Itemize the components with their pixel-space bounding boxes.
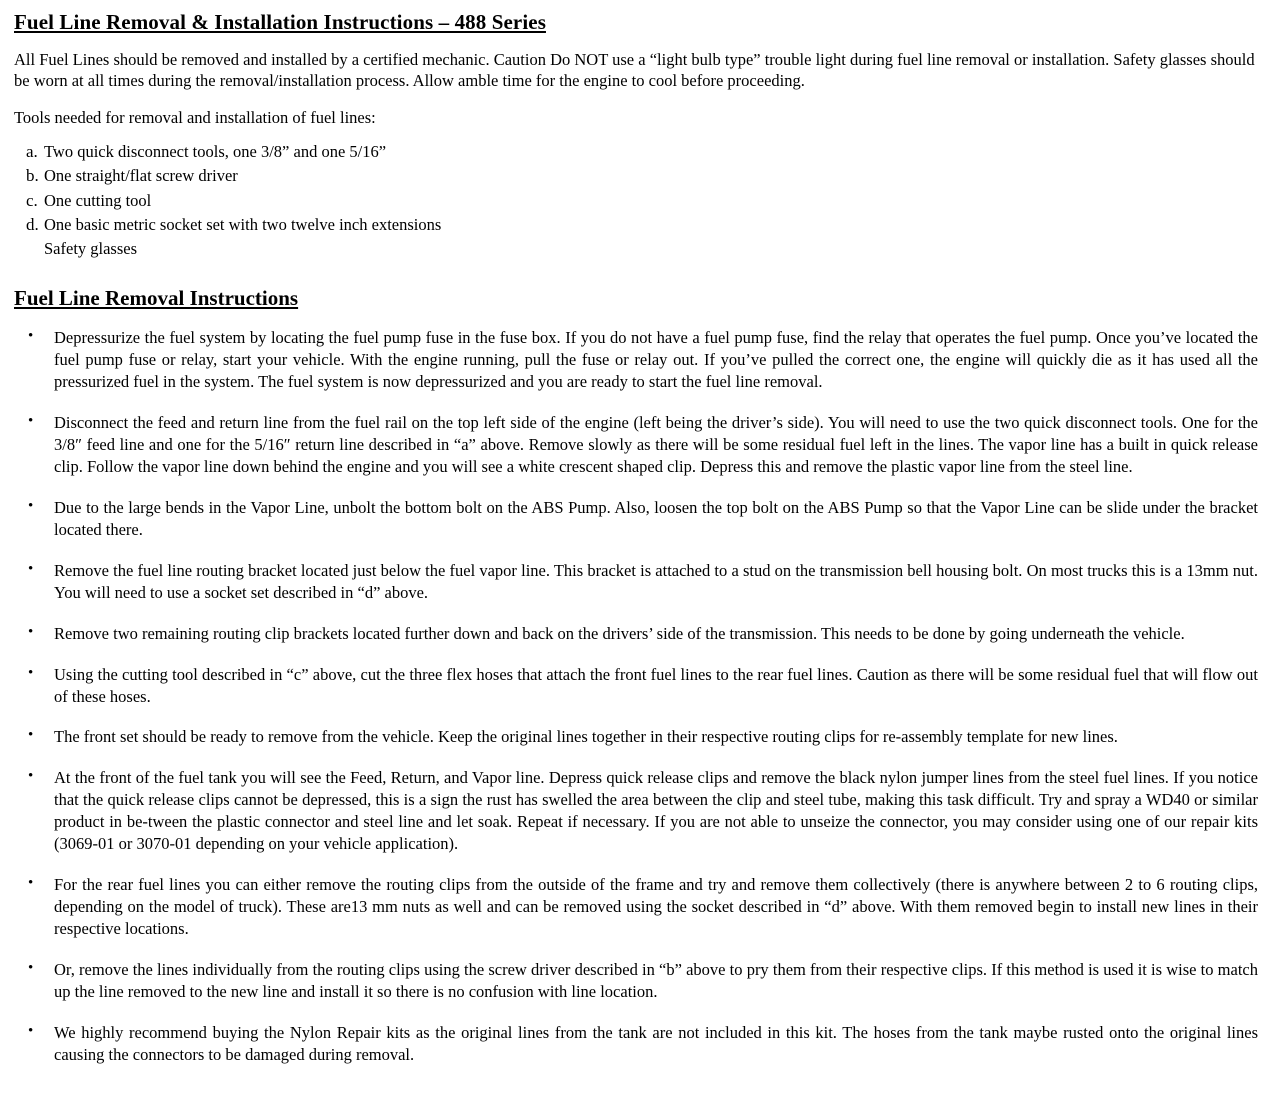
- list-item-label: Safety glasses: [44, 238, 138, 258]
- list-item: [14, 237, 1266, 260]
- list-marker: a.: [26, 142, 38, 162]
- step-text: For the rear fuel lines you can either remove the routing clips from the outside of the frame and try and remove them collectively (there is anywhere between 2 to 6 routing clips, depending on the model of truck). These are13 mm nuts as well and can be removed using the socket described in “d” above. With them removed begin to install new lines in their respective locations.: [54, 875, 1258, 938]
- bullet-icon: •: [28, 560, 34, 577]
- step-text: Or, remove the lines individually from the routing clips using the screw driver described in “b” above to pry them from their respective clips. If this method is used it is wise to match up the line removed to the new line and install it so there is no confusion with line location.: [54, 959, 1258, 1001]
- bullet-icon: •: [28, 328, 34, 345]
- list-marker: d.: [26, 214, 39, 234]
- list-item-label: One straight/flat screw driver: [44, 166, 238, 186]
- bullet-icon: •: [28, 727, 34, 744]
- step-text: Remove the fuel line routing bracket located just below the fuel vapor line. This bracket is attached to a stud on the transmission bell housing bolt. On most trucks this is a 13mm nut. You will need to use a socket set described in “d” above.: [54, 560, 1258, 602]
- step-text: Due to the large bends in the Vapor Line, unbolt the bottom bolt on the ABS Pump. Also, loosen the top bolt on the ABS Pump so that the Vapor Line can be slide under the bracket located there.: [54, 497, 1258, 539]
- list-item: [14, 874, 1266, 940]
- list-item-label: One cutting tool: [44, 190, 152, 210]
- bullet-icon: •: [28, 959, 34, 976]
- list-item: [14, 497, 1266, 541]
- step-text: Using the cutting tool described in “c” above, cut the three flex hoses that attach the front fuel lines to the rear fuel lines. Caution as there will be some residual fuel that will flow out of these hoses.: [54, 664, 1258, 706]
- step-text: Remove two remaining routing clip brackets located further down and back on the drivers’ side of the transmission. This needs to be done by going underneath the vehicle.: [54, 623, 1185, 643]
- bullet-icon: •: [28, 413, 34, 430]
- removal-steps-list: [14, 327, 1266, 1065]
- page-title: Fuel Line Removal & Installation Instructions – 488 Series: [14, 10, 546, 34]
- bullet-icon: •: [28, 623, 34, 640]
- list-item: [14, 767, 1266, 855]
- bullet-icon: •: [28, 664, 34, 681]
- tools-list: [14, 140, 1266, 260]
- list-item: [14, 327, 1266, 393]
- step-text: Depressurize the fuel system by locating the fuel pump fuse in the fuse box. If you do not have a fuel pump fuse, find the relay that operates the fuel pump. Once you’ve located the fuel pump fuse or relay, start your vehicle. With the engine running, pull the fuse or relay out. If you’ve pulled the correct one, the engine will quickly die as it has used all the pressurized fuel in the system. The fuel system is now depressurized and you are ready to start the fuel line removal.: [54, 328, 1258, 392]
- section-title-removal: Fuel Line Removal Instructions: [14, 286, 299, 311]
- list-marker: c.: [26, 190, 38, 210]
- list-item: [14, 664, 1266, 708]
- list-item: [14, 412, 1266, 478]
- list-item: [14, 164, 1266, 188]
- step-text: The front set should be ready to remove from the vehicle. Keep the original lines together in their respective routing clips for re-assembly template for new lines.: [54, 727, 1118, 747]
- list-item: [14, 140, 1266, 164]
- step-text: At the front of the fuel tank you will see the Feed, Return, and Vapor line. Depress quick release clips and remove the black nylon jumper lines from the steel fuel lines. If you notice that the quick release clips cannot be depressed, this is a sign the rust has swelled the area between the clip and steel tube, making this task difficult. Try and spray a WD40 or similar product in be-tween the plastic connector and steel line and let soak. Repeat if necessary. If you are not able to unseize the connector, you may consider using one of our repair kits (3069-01 or 3070-01 depending on your vehicle application).: [54, 768, 1258, 854]
- list-marker: b.: [26, 166, 39, 186]
- bullet-icon: •: [28, 1022, 34, 1039]
- list-item: [14, 623, 1266, 645]
- list-item: [14, 959, 1266, 1003]
- step-text: Disconnect the feed and return line from the fuel rail on the top left side of the engine (left being the driver’s side). You will need to use the two quick disconnect tools. One for the 3/8″ feed line and one for the 5/16″ return line described in “a” above. Remove slowly as there will be some residual fuel left in the lines. The vapor line has a built in quick release clip. Follow the vapor line down behind the engine and you will see a white crescent shaped clip. Depress this and remove the plastic vapor line from the steel line.: [54, 413, 1258, 476]
- list-item: [14, 213, 1266, 237]
- list-item: [14, 189, 1266, 213]
- list-item: [14, 1022, 1266, 1066]
- step-text: We highly recommend buying the Nylon Repair kits as the original lines from the tank are not included in this kit. The hoses from the tank maybe rusted onto the original lines causing the connectors to be damaged during removal.: [54, 1022, 1258, 1064]
- list-item-label: One basic metric socket set with two twelve inch extensions: [44, 214, 442, 234]
- list-item: [14, 560, 1266, 604]
- bullet-icon: •: [28, 768, 34, 785]
- list-item-label: Two quick disconnect tools, one 3/8” and one 5/16”: [44, 142, 387, 162]
- bullet-icon: •: [28, 875, 34, 892]
- list-item: [14, 726, 1266, 748]
- bullet-icon: •: [28, 497, 34, 514]
- tools-lead-paragraph: Tools needed for removal and installation of fuel lines:: [14, 108, 376, 128]
- intro-paragraph: All Fuel Lines should be removed and installed by a certified mechanic. Caution Do NOT use a “light bulb type” trouble light during fuel line removal or installation. Safety glasses should be worn at all times during the removal/installation process. Allow amble time for the engine to cool before proceeding.: [14, 50, 1255, 91]
